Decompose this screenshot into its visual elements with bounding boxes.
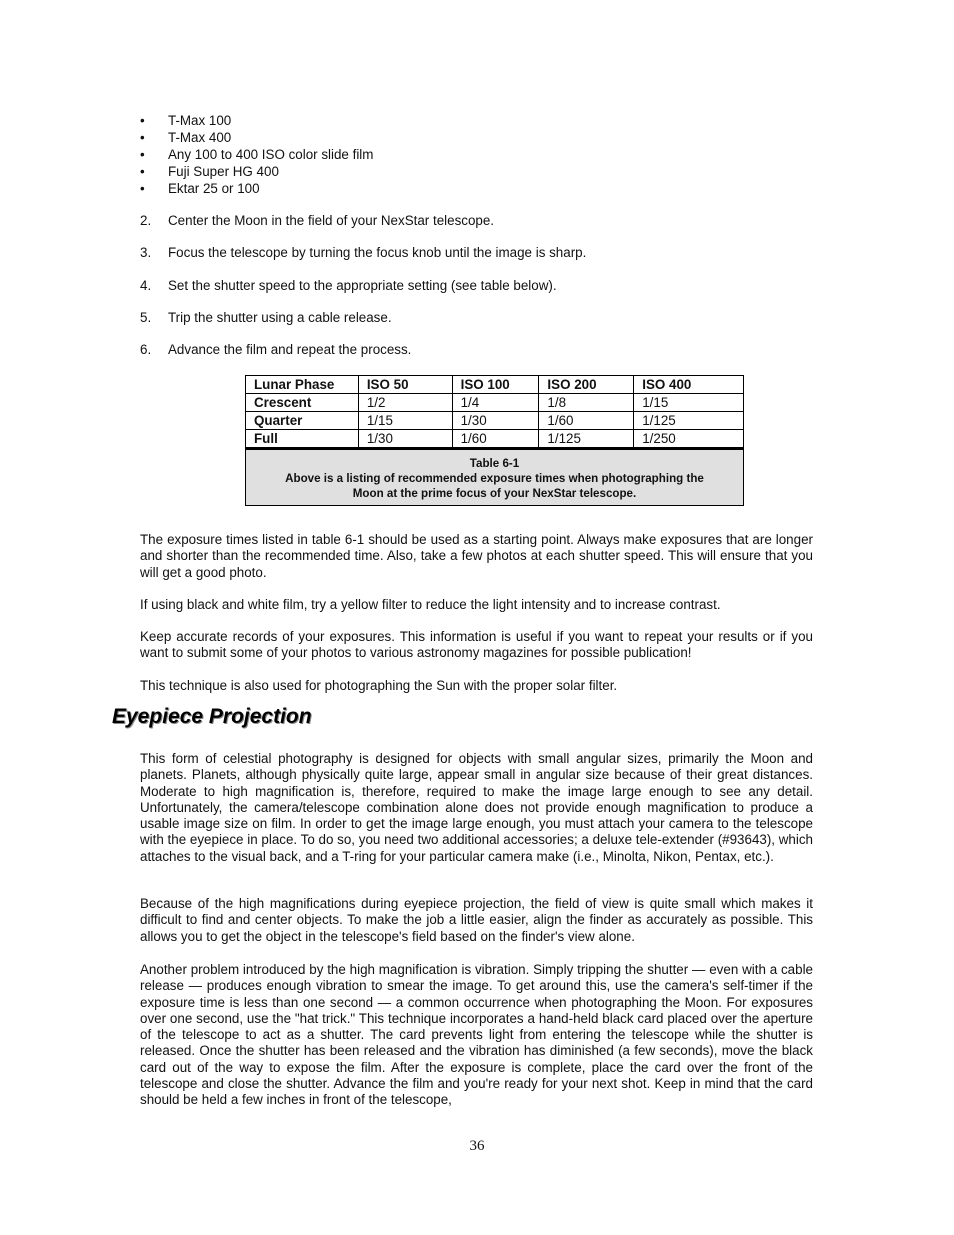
table-header-cell: ISO 200 [539, 376, 634, 394]
exposure-table [245, 375, 744, 448]
film-list-item: • Ektar 25 or 100 [140, 181, 373, 198]
step-item [140, 278, 586, 310]
body-paragraph: Keep accurate records of your exposures. This information is useful if you want to repeat your results or if you want to submit some of your photos to various astronomy magazines for possible publication! [140, 629, 813, 661]
table-caption-line: Moon at the prime focus of your NexStar telescope. [352, 487, 637, 501]
procedure-steps [140, 213, 586, 374]
table-header-cell: ISO 100 [452, 376, 539, 394]
film-list [140, 113, 373, 198]
step-text: Set the shutter speed to the appropriate setting (see table below). [168, 277, 557, 293]
table-header-cell: ISO 50 [358, 376, 452, 394]
film-list-item: • Any 100 to 400 ISO color slide film [140, 147, 373, 164]
body-paragraph: The exposure times listed in table 6-1 should be used as a starting point. Always make exposures that are longer and shorter than the recommended time. Also, take a few photos at each shutter speed. This will ensure that you will get a good photo. [140, 532, 813, 580]
body-paragraph: Another problem introduced by the high magnification is vibration. Simply tripping the shutter — even with a cable release — produces enough vibration to smear the image. To get around this, use the camera's self-timer if the exposure time is less than one second — a common occurrence when photographing the Moon. For exposures over one second, use the "hat trick." This technique incorporates a hand-held black card placed over the aperture of the telescope to act as a shutter. The card prevents light from entering the telescope while the shutter is released. Once the shutter has been released and the vibration has diminished (a few seconds), move the black card out of the way to expose the film. After the exposure is complete, place the card over the front of the telescope and close the shutter. Advance the film and you're ready for your next shot. Keep in mind that the card should be held a few inches in front of the telescope, [140, 962, 813, 1108]
table-caption-line: Above is a listing of recommended exposure times when photographing the [285, 472, 704, 486]
section-heading: Eyepiece Projection [112, 705, 312, 728]
body-paragraph: This technique is also used for photographing the Sun with the proper solar filter. [140, 678, 618, 693]
film-list-item: • T-Max 400 [140, 130, 373, 147]
step-item [140, 245, 586, 277]
step-text: Center the Moon in the field of your NexStar telescope. [168, 213, 495, 228]
step-number: 6. [140, 342, 152, 358]
table-row [246, 430, 744, 448]
step-text: Advance the film and repeat the process. [168, 342, 412, 358]
step-number: 3. [140, 245, 152, 261]
table-cell: 1/30 [452, 412, 539, 430]
step-item [140, 213, 586, 245]
table-caption-title: Table 6-1 [469, 457, 520, 470]
table-row [246, 412, 744, 430]
step-number: 2. [140, 213, 152, 228]
film-list-item: • T-Max 100 [140, 113, 373, 130]
table-cell: 1/125 [634, 412, 744, 430]
table-cell: 1/15 [634, 394, 744, 412]
table-cell: 1/125 [539, 430, 634, 448]
body-paragraph: If using black and white film, try a yellow filter to reduce the light intensity and to increase contrast. [140, 597, 721, 612]
table-caption [245, 448, 744, 506]
step-number: 5. [140, 309, 152, 325]
step-item [140, 342, 586, 374]
step-text: Trip the shutter using a cable release. [168, 309, 392, 325]
body-paragraph: Because of the high magnifications during eyepiece projection, the field of view is quite small which makes it difficult to find and center objects. To make the job a little easier, align the finder as accurately as possible. This allows you to get the object in the telescope's field based on the finder's view alone. [140, 896, 813, 944]
step-text: Focus the telescope by turning the focus knob until the image is sharp. [168, 245, 587, 261]
table-row-label: Quarter [246, 412, 359, 430]
step-item [140, 310, 586, 342]
table-header-cell: ISO 400 [634, 376, 744, 394]
step-number: 4. [140, 277, 152, 293]
table-header-row [246, 376, 744, 394]
table-row-label: Crescent [246, 394, 359, 412]
table-cell: 1/8 [539, 394, 634, 412]
table-cell: 1/15 [358, 412, 452, 430]
film-list-item: • Fuji Super HG 400 [140, 164, 373, 181]
table-header-cell: Lunar Phase [246, 376, 359, 394]
body-paragraph: This form of celestial photography is designed for objects with small angular sizes, primarily the Moon and planets. Planets, although physically quite large, appear small in angular size because of their great distances. Moderate to high magnification is, therefore, required to make the image large enough to see any detail. Unfortunately, the camera/telescope combination alone does not provide enough magnification to produce a usable image size on film. In order to get the image large enough, you must attach your camera to the telescope with the eyepiece in place. To do so, you need two additional accessories; a deluxe tele-extender (#93643), which attaches to the visual back, and a T-ring for your particular camera make (i.e., Minolta, Nikon, Pentax, etc.). [140, 751, 813, 864]
table-cell: 1/4 [452, 394, 539, 412]
table-row-label: Full [246, 430, 359, 448]
page-number: 36 [469, 1138, 485, 1154]
table-row [246, 394, 744, 412]
exposure-table-block [245, 375, 744, 506]
table-cell: 1/60 [539, 412, 634, 430]
table-cell: 1/250 [634, 430, 744, 448]
table-cell: 1/60 [452, 430, 539, 448]
table-cell: 1/2 [358, 394, 452, 412]
table-cell: 1/30 [358, 430, 452, 448]
